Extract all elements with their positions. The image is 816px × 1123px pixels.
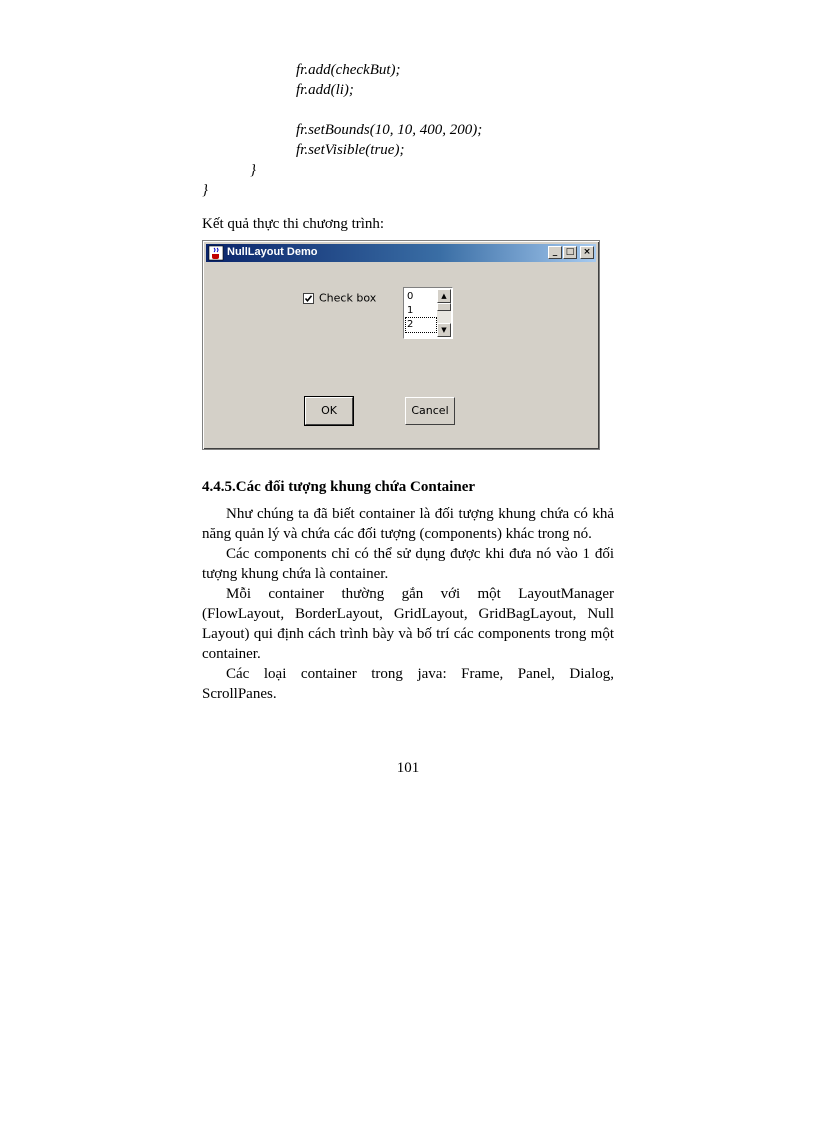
nulllayout-demo-window	[202, 240, 600, 450]
paragraph: Mỗi container thường gắn với một LayoutManager (FlowLayout, BorderLayout, GridLayout, GridBagLayout, Null Layout) qui định cách trình bày và bố trí các components trong một container.	[202, 586, 614, 662]
code-close-class-brace: }	[202, 182, 208, 198]
scroll-thumb[interactable]	[437, 303, 451, 311]
paragraph: Các loại container trong java: Frame, Panel, Dialog, ScrollPanes.	[202, 666, 614, 702]
section-heading: 4.4.5.Các đối tượng khung chứa Container	[202, 479, 476, 495]
page-number: 101	[396, 760, 420, 776]
section-body	[202, 504, 614, 704]
scroll-down-icon[interactable]: ▼	[437, 323, 451, 337]
close-button[interactable]: ×	[580, 246, 594, 259]
paragraph: Các components chỉ có thể sử dụng được khi đưa nó vào 1 đối tượng khung chứa là container.	[202, 546, 614, 582]
window-client-area	[207, 264, 595, 445]
list-scrollbar[interactable]	[437, 289, 451, 337]
check-box[interactable]	[303, 291, 376, 305]
checkmark-icon[interactable]	[303, 293, 314, 304]
ok-button[interactable]: OK	[305, 397, 353, 425]
scroll-up-icon[interactable]: ▲	[437, 289, 451, 303]
window-title: NullLayout Demo	[227, 246, 318, 258]
code-line-add-checkbut: fr.add(checkBut);	[296, 62, 401, 78]
list-item[interactable]: 1	[407, 305, 414, 316]
result-intro-text: Kết quả thực thi chương trình:	[202, 216, 385, 232]
list-item-selected[interactable]: 2	[406, 318, 436, 332]
maximize-button[interactable]: □	[563, 246, 577, 259]
window-titlebar[interactable]	[206, 244, 596, 262]
java-cup-icon	[208, 245, 224, 261]
number-list[interactable]	[403, 287, 453, 339]
list-item[interactable]: 0	[407, 291, 414, 302]
code-close-method-brace: }	[250, 162, 256, 178]
code-line-setbounds: fr.setBounds(10, 10, 400, 200);	[296, 122, 483, 138]
code-line-add-li: fr.add(li);	[296, 82, 354, 98]
check-box-label: Check box	[319, 291, 377, 305]
cancel-button[interactable]: Cancel	[405, 397, 455, 425]
minimize-button[interactable]: _	[548, 246, 562, 259]
code-line-setvisible: fr.setVisible(true);	[296, 142, 405, 158]
paragraph: Như chúng ta đã biết container là đối tượng khung chứa có khả năng quản lý và chứa các đối tượng (components) khác trong nó.	[202, 506, 614, 542]
list-items	[406, 290, 436, 332]
